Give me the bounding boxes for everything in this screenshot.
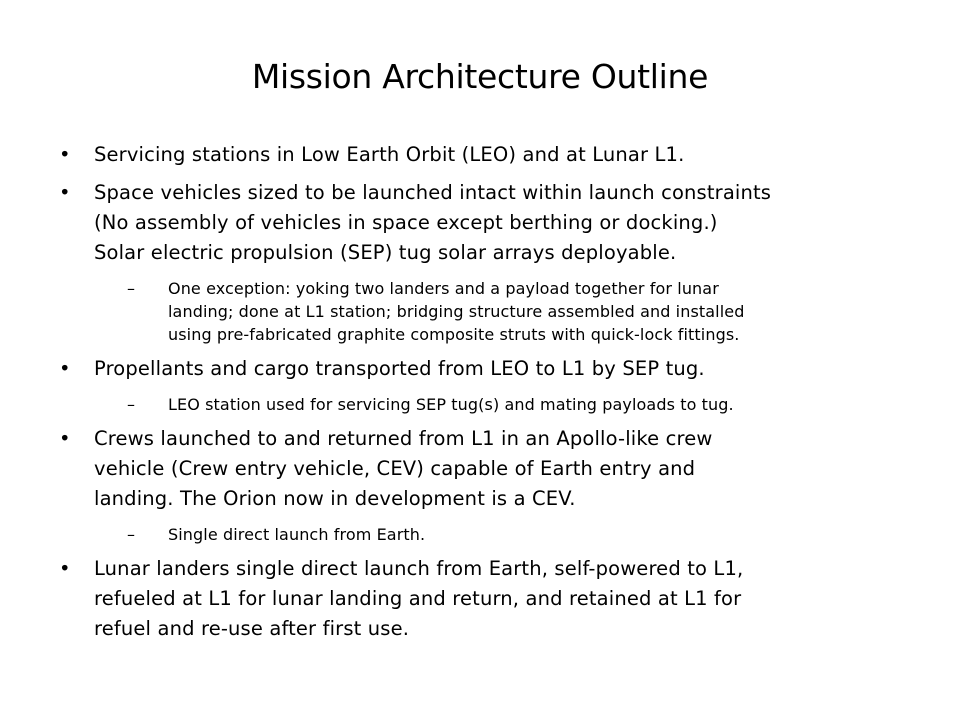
bullet-text-line: landing. The Orion now in development is a CEV. <box>94 487 576 510</box>
bullet-dot-icon: • <box>59 143 71 166</box>
bullet-dot-icon: • <box>59 181 71 204</box>
sub-bullet-item <box>127 393 919 416</box>
bullet-text-line: (No assembly of vehicles in space except berthing or docking.) <box>94 211 718 234</box>
sub-bullet-item <box>127 277 919 346</box>
bullet-text-line: Lunar landers single direct launch from Earth, self-powered to L1, <box>94 557 744 580</box>
sub-bullet-list <box>94 393 919 416</box>
dash-icon: – <box>127 279 136 298</box>
bullet-text-line: Crews launched to and returned from L1 in an Apollo-like crew <box>94 427 713 450</box>
bullet-item <box>59 178 919 346</box>
bullet-text-line: vehicle (Crew entry vehicle, CEV) capable of Earth entry and <box>94 457 696 480</box>
bullet-text-line: Solar electric propulsion (SEP) tug solar arrays deployable. <box>94 241 677 264</box>
sub-bullet-text-line: landing; done at L1 station; bridging structure assembled and installed <box>168 302 745 321</box>
slide-title: Mission Architecture Outline <box>251 57 709 96</box>
bullet-list <box>59 140 919 652</box>
sub-bullet-text-line: LEO station used for servicing SEP tug(s) and mating payloads to tug. <box>168 395 734 414</box>
sub-bullet-text-line: Single direct launch from Earth. <box>168 525 426 544</box>
bullet-dot-icon: • <box>59 357 71 380</box>
bullet-text-line: Servicing stations in Low Earth Orbit (LEO) and at Lunar L1. <box>94 143 685 166</box>
sub-bullet-text-line: One exception: yoking two landers and a payload together for lunar <box>168 279 719 298</box>
bullet-dot-icon: • <box>59 557 71 580</box>
bullet-text-line: Space vehicles sized to be launched intact within launch constraints <box>94 181 772 204</box>
bullet-text-line: refuel and re-use after first use. <box>94 617 410 640</box>
dash-icon: – <box>127 525 136 544</box>
bullet-dot-icon: • <box>59 427 71 450</box>
sub-bullet-list <box>94 277 919 346</box>
dash-icon: – <box>127 395 136 414</box>
sub-bullet-item <box>127 523 919 546</box>
bullet-item <box>59 354 919 416</box>
bullet-item <box>59 140 919 170</box>
bullet-text-line: refueled at L1 for lunar landing and return, and retained at L1 for <box>94 587 742 610</box>
sub-bullet-text-line: using pre-fabricated graphite composite struts with quick-lock fittings. <box>168 325 740 344</box>
sub-bullet-list <box>94 523 919 546</box>
bullet-item <box>59 554 919 644</box>
bullet-item <box>59 424 919 546</box>
bullet-text-line: Propellants and cargo transported from LEO to L1 by SEP tug. <box>94 357 705 380</box>
